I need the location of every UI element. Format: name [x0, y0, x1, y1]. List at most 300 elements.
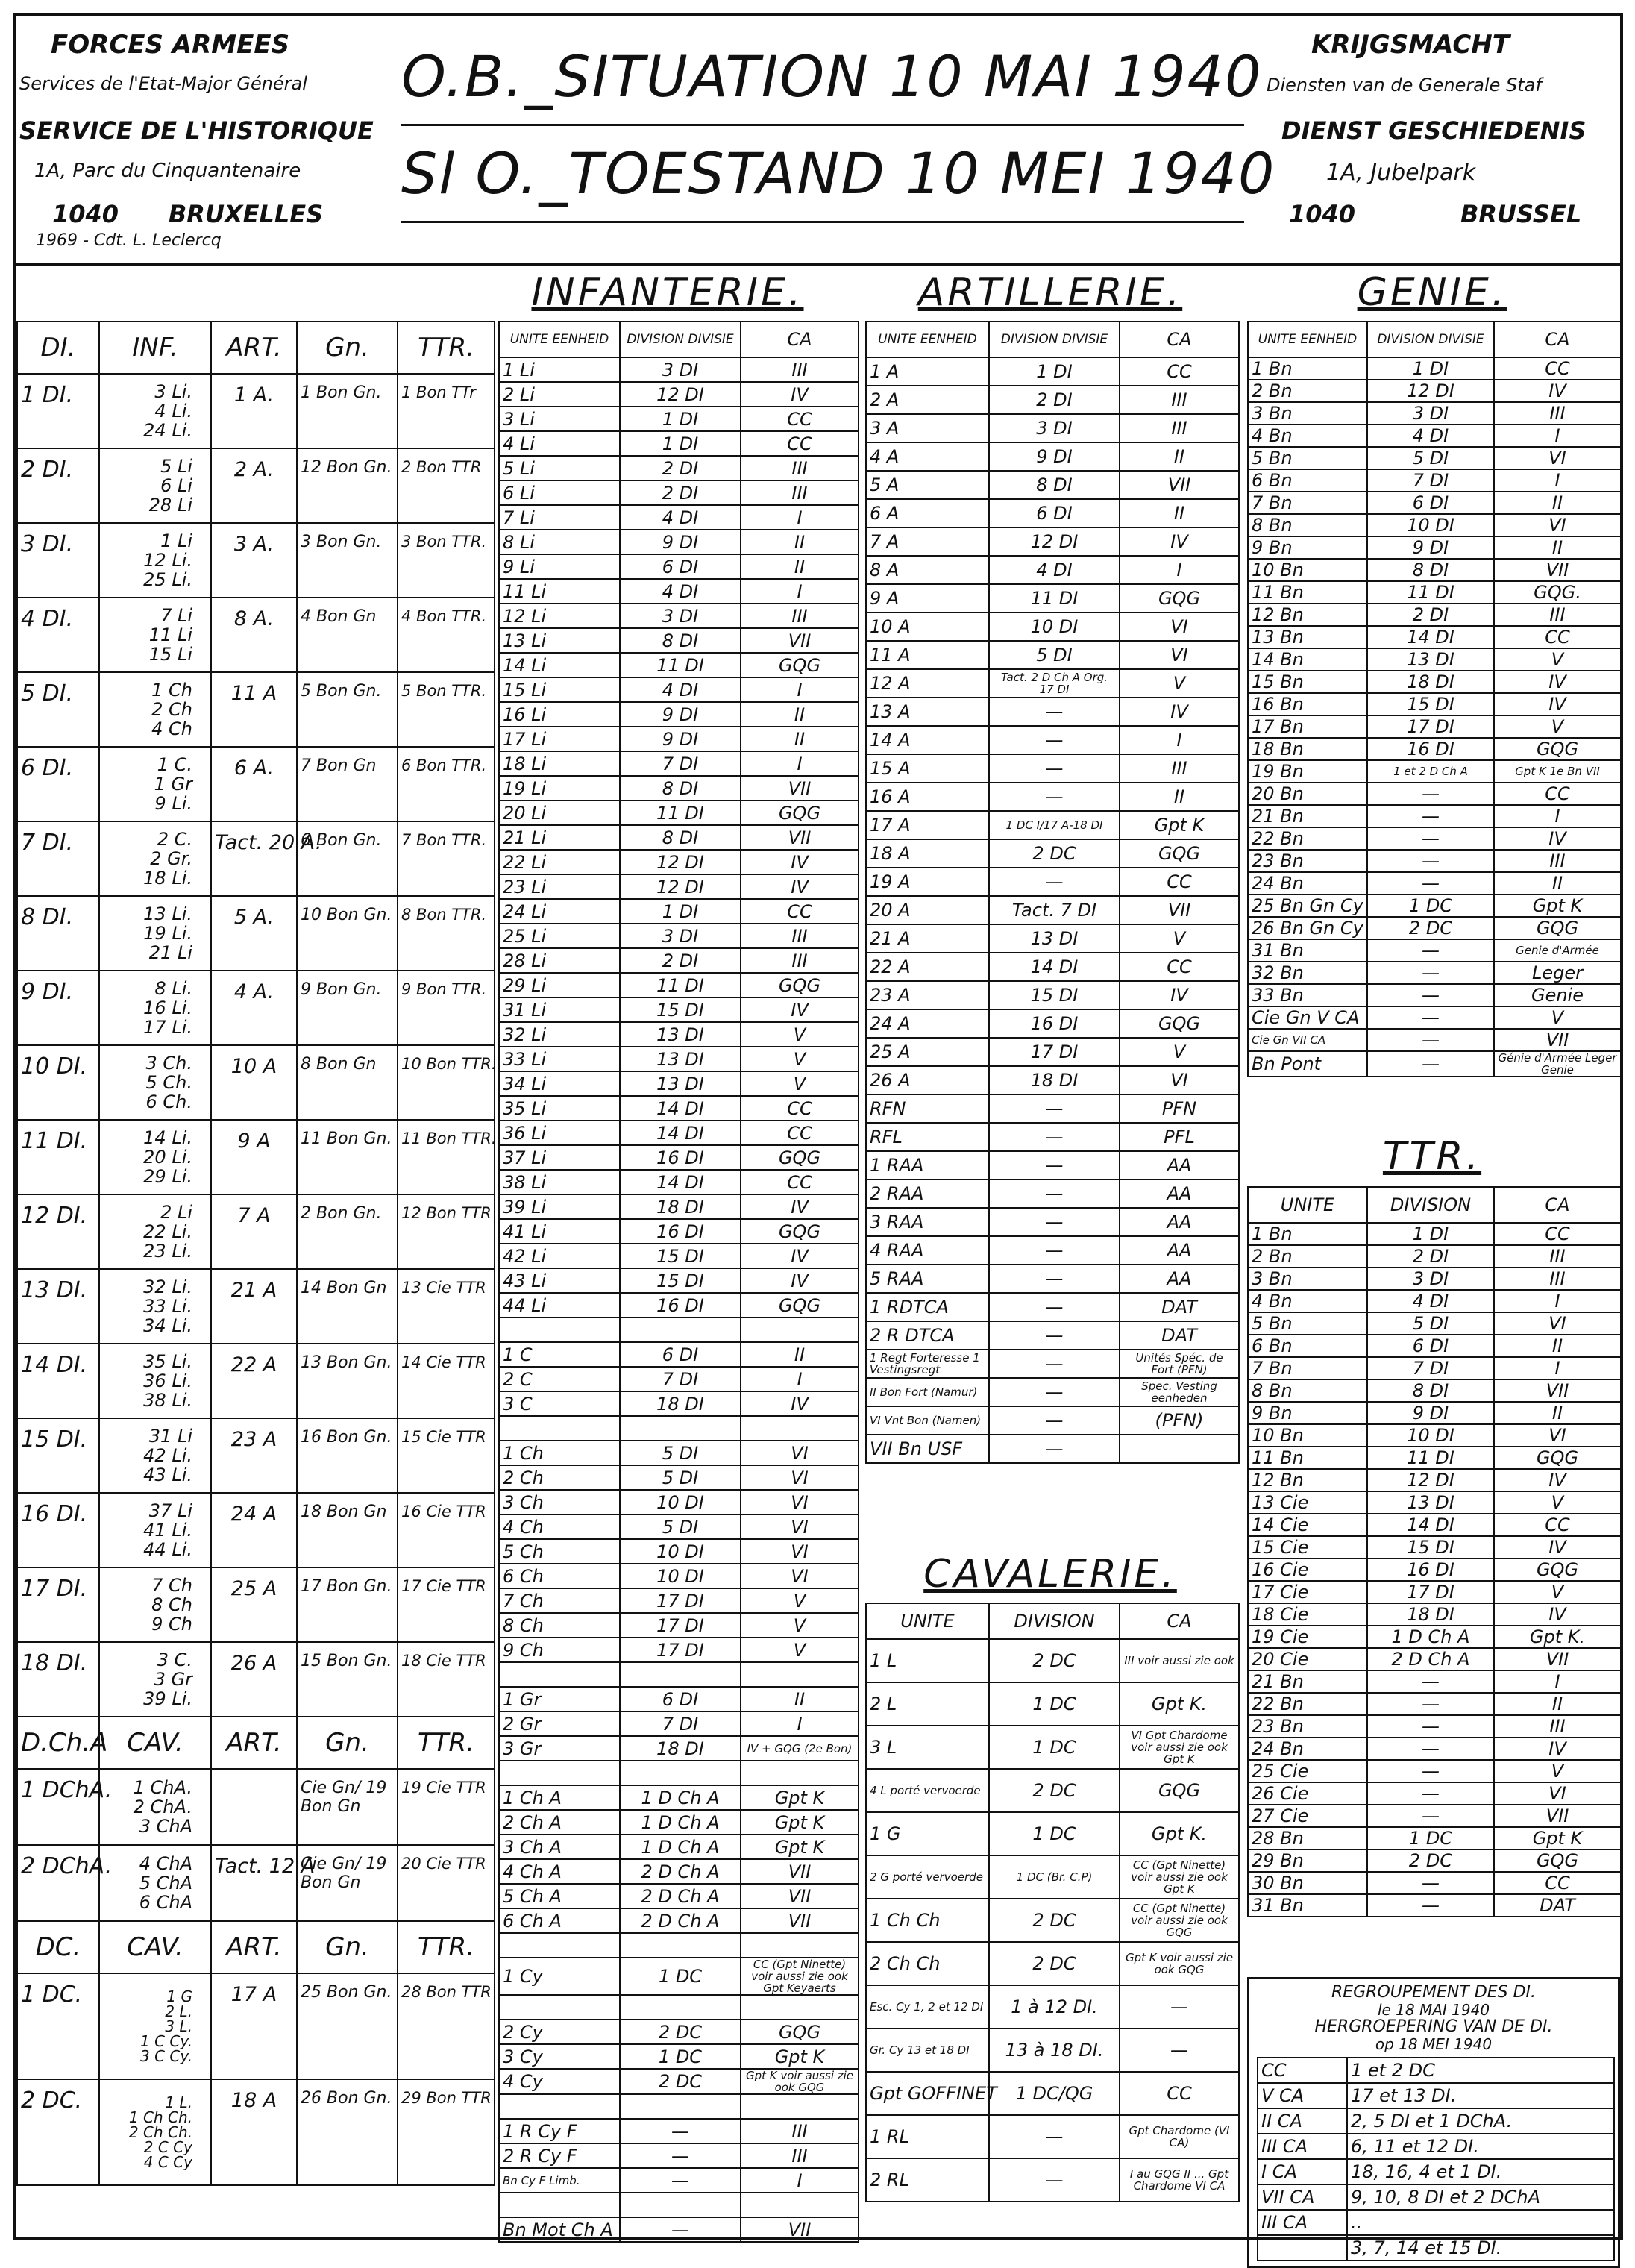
artillerie-title: ARTILLERIE. — [917, 270, 1183, 315]
genie-header-row — [1248, 322, 1621, 357]
genie-cell: VI — [1494, 514, 1621, 536]
artillerie-cell: 1 Regt Forteresse 1 Vestingsregt — [866, 1350, 989, 1378]
ttr-cell: 24 Bn — [1248, 1738, 1367, 1760]
infanterie-row — [499, 1588, 859, 1613]
artillerie-row — [866, 1236, 1239, 1265]
ob-infantry-unit: 43 Li. — [143, 1465, 192, 1485]
infanterie-cell: V — [741, 1638, 859, 1662]
ob-infantry-cell — [99, 896, 211, 971]
artillerie-column-header: CA — [1120, 322, 1239, 357]
cavalerie-row — [866, 1682, 1239, 1726]
genie-cell: 6 Bn — [1248, 469, 1367, 492]
ob-infantry-unit: 3 ChA — [139, 1816, 192, 1837]
cavalerie-row — [866, 1855, 1239, 1899]
cavalerie-cell: — — [1120, 1985, 1239, 2029]
ob-artillery-cell: 21 A — [211, 1269, 297, 1344]
infanterie-cell: III — [741, 480, 859, 505]
ob-column-header: D.Ch.A — [17, 1717, 99, 1769]
artillerie-cell: Unités Spéc. de Fort (PFN) — [1120, 1350, 1239, 1378]
infanterie-cell: V — [741, 1613, 859, 1638]
ob-infantry-cell — [99, 2079, 211, 2185]
genie-row — [1248, 1006, 1621, 1029]
ttr-row — [1248, 1782, 1621, 1805]
ob-division-cell: 15 DI. — [17, 1418, 99, 1493]
ob-infantry-unit: 3 C Cy. — [139, 2047, 192, 2065]
artillerie-cell: 9 A — [866, 584, 989, 613]
ob-genie-cell: Cie Gn/ 19 Bon Gn — [297, 1769, 398, 1845]
infanterie-cell — [741, 1416, 859, 1441]
infanterie-cell: 44 Li — [499, 1293, 620, 1318]
artillerie-table — [865, 321, 1240, 1464]
ob-column-header: Gn. — [297, 1717, 398, 1769]
artillerie-row — [866, 1435, 1239, 1463]
genie-cell: — — [1367, 805, 1494, 827]
infanterie-cell: 4 Li — [499, 431, 620, 456]
cavalerie-cell: 1 DC — [989, 1726, 1120, 1769]
infanterie-cell: III — [741, 456, 859, 480]
infanterie-cell: 2 Ch — [499, 1465, 620, 1490]
genie-cell: — — [1367, 872, 1494, 895]
ttr-cell: — — [1367, 1872, 1494, 1894]
infanterie-cell: II — [741, 702, 859, 727]
artillerie-cell: I — [1120, 726, 1239, 754]
infanterie-row — [499, 702, 859, 727]
infanterie-row — [499, 579, 859, 604]
ttr-cell: 11 DI — [1367, 1447, 1494, 1469]
ob-artillery-cell: 5 A. — [211, 896, 297, 971]
cavalerie-cell: 1 DC — [989, 1812, 1120, 1855]
infanterie-row — [499, 1835, 859, 1859]
infanterie-cell: III — [741, 2119, 859, 2143]
ttr-cell: 17 DI — [1367, 1581, 1494, 1603]
ob-infantry-unit: 2 C Cy — [143, 2138, 192, 2156]
ob-infantry-cell — [99, 672, 211, 747]
ob-ttr-cell: 5 Bon TTR. — [398, 672, 495, 747]
ob-infantry-unit: 1 Ch Ch. — [128, 2108, 192, 2126]
cavalerie-cell: 1 Ch Ch — [866, 1899, 989, 1942]
infanterie-cell: VII — [741, 1859, 859, 1884]
infanterie-cell: 10 DI — [620, 1539, 741, 1564]
genie-row — [1248, 693, 1621, 715]
ttr-cell: V — [1494, 1760, 1621, 1782]
ob-infantry-unit: 34 Li. — [143, 1315, 192, 1336]
genie-cell: 32 Bn — [1248, 962, 1367, 984]
ob-infantry-cell — [99, 448, 211, 523]
genie-row — [1248, 939, 1621, 962]
header-right-line-2: DIENST GESCHIEDENIS — [1281, 116, 1587, 145]
artillerie-cell: — — [989, 1406, 1120, 1435]
genie-cell: 19 Bn — [1248, 760, 1367, 783]
artillerie-cell: 17 DI — [989, 1038, 1120, 1066]
title-underline — [401, 221, 1244, 223]
ttr-cell: 18 DI — [1367, 1603, 1494, 1626]
genie-cell: Leger — [1494, 962, 1621, 984]
genie-cell: 6 DI — [1367, 492, 1494, 514]
ob-infantry-cell — [99, 598, 211, 672]
ttr-row — [1248, 1738, 1621, 1760]
infanterie-cell — [499, 1662, 620, 1687]
ob-infantry-unit: 9 Li. — [154, 793, 192, 814]
artillerie-row — [866, 556, 1239, 584]
artillerie-cell: 26 A — [866, 1066, 989, 1094]
infanterie-cell: 9 Li — [499, 554, 620, 579]
infanterie-cell: 8 DI — [620, 628, 741, 653]
ob-artillery-cell: 1 A. — [211, 374, 297, 448]
ob-infantry-unit: 1 L. — [165, 2093, 192, 2111]
ob-infantry-unit: 24 Li. — [143, 420, 192, 441]
infanterie-cell: I — [741, 677, 859, 702]
infanterie-row — [499, 727, 859, 751]
ttr-header-row — [1248, 1187, 1621, 1223]
ob-row — [17, 374, 495, 448]
ob-artillery-cell: 6 A. — [211, 747, 297, 821]
ttr-cell: 7 DI — [1367, 1357, 1494, 1379]
infanterie-row — [499, 1268, 859, 1293]
ttr-cell: GQG — [1494, 1849, 1621, 1872]
infanterie-cell: 2 R Cy F — [499, 2143, 620, 2168]
ttr-cell: VII — [1494, 1805, 1621, 1827]
ttr-cell: 5 DI — [1367, 1312, 1494, 1335]
ob-column-header: INF. — [99, 322, 211, 374]
infanterie-row — [499, 1995, 859, 2020]
ob-ttr-cell: 2 Bon TTR — [398, 448, 495, 523]
infanterie-row — [499, 2193, 859, 2217]
infanterie-column-header: CA — [741, 322, 859, 357]
artillerie-cell: II — [1120, 783, 1239, 811]
ttr-row — [1248, 1693, 1621, 1715]
infanterie-row — [499, 751, 859, 776]
genie-cell: Cie Gn VII CA — [1248, 1029, 1367, 1051]
infanterie-cell: 15 DI — [620, 1244, 741, 1268]
artillerie-cell: AA — [1120, 1236, 1239, 1265]
ob-artillery-cell: 9 A — [211, 1120, 297, 1194]
ob-header-row — [17, 1921, 495, 1973]
ttr-cell: Gpt K. — [1494, 1626, 1621, 1648]
infanterie-row — [499, 1638, 859, 1662]
cavalerie-row — [866, 1812, 1239, 1855]
infanterie-cell — [499, 2094, 620, 2119]
infanterie-cell — [499, 1995, 620, 2020]
ttr-cell: — — [1367, 1760, 1494, 1782]
artillerie-cell: 15 A — [866, 754, 989, 783]
infanterie-cell: 5 DI — [620, 1465, 741, 1490]
genie-cell: 16 Bn — [1248, 693, 1367, 715]
genie-cell: 15 DI — [1367, 693, 1494, 715]
infanterie-cell: 25 Li — [499, 924, 620, 948]
ttr-row — [1248, 1379, 1621, 1402]
infanterie-cell: 5 DI — [620, 1441, 741, 1465]
ob-infantry-unit: 42 Li. — [143, 1445, 192, 1466]
infanterie-cell: 12 Li — [499, 604, 620, 628]
infanterie-cell: 36 Li — [499, 1121, 620, 1145]
ob-infantry-unit: 6 Li — [160, 475, 192, 496]
header-right-line-3: 1A, Jubelpark — [1326, 160, 1476, 186]
ttr-row — [1248, 1827, 1621, 1849]
artillerie-row — [866, 896, 1239, 924]
title-nl: Sl O._TOESTAND 10 MEI 1940 — [401, 140, 1276, 207]
artillerie-cell: VII Bn USF — [866, 1435, 989, 1463]
ob-ttr-cell: 11 Bon TTR. — [398, 1120, 495, 1194]
artillerie-cell: 10 A — [866, 613, 989, 641]
infanterie-cell: I — [741, 751, 859, 776]
infanterie-cell: 13 DI — [620, 1022, 741, 1047]
ob-genie-cell: 18 Bon Gn — [297, 1493, 398, 1567]
infanterie-row — [499, 801, 859, 825]
artillerie-cell: RFL — [866, 1123, 989, 1151]
infanterie-cell: 9 DI — [620, 530, 741, 554]
infanterie-column-header: UNITE EENHEID — [499, 322, 620, 357]
regroupement-corps: II CA — [1258, 2108, 1347, 2134]
infanterie-cell: 7 DI — [620, 1711, 741, 1736]
infanterie-cell: V — [741, 1071, 859, 1096]
infanterie-cell: 8 DI — [620, 825, 741, 850]
artillerie-cell: 6 A — [866, 499, 989, 527]
cavalerie-cell: — — [989, 2115, 1120, 2158]
genie-row — [1248, 559, 1621, 581]
ob-infantry-cell — [99, 1642, 211, 1717]
artillerie-row — [866, 1066, 1239, 1094]
ttr-row — [1248, 1559, 1621, 1581]
genie-row — [1248, 492, 1621, 514]
ttr-cell: 23 Bn — [1248, 1715, 1367, 1738]
ttr-cell: 14 Cie — [1248, 1514, 1367, 1536]
regroupement-title-2: HERGROEPERING VAN DE DI. — [1314, 2017, 1553, 2036]
infanterie-cell: 16 DI — [620, 1293, 741, 1318]
artillerie-cell: 18 A — [866, 839, 989, 868]
genie-cell: — — [1367, 939, 1494, 962]
cavalerie-row — [866, 2029, 1239, 2072]
cavalerie-cell: GQG — [1120, 1769, 1239, 1812]
infanterie-row — [499, 1761, 859, 1785]
ob-artillery-cell: 4 A. — [211, 971, 297, 1045]
ob-infantry-unit: 2 ChA. — [133, 1796, 192, 1817]
ob-infantry-unit: 19 Li. — [143, 923, 192, 944]
genie-cell: VII — [1494, 559, 1621, 581]
infanterie-cell — [741, 1995, 859, 2020]
genie-cell: Genie d'Armée — [1494, 939, 1621, 962]
ob-division-cell: 6 DI. — [17, 747, 99, 821]
ttr-cell: V — [1494, 1581, 1621, 1603]
genie-cell: 8 DI — [1367, 559, 1494, 581]
ttr-cell: 18 Cie — [1248, 1603, 1367, 1626]
ttr-cell: 2 DC — [1367, 1849, 1494, 1872]
ttr-row — [1248, 1357, 1621, 1379]
ob-artillery-cell: 2 A. — [211, 448, 297, 523]
artillerie-cell: 22 A — [866, 953, 989, 981]
ob-infantry-unit: 23 Li. — [143, 1241, 192, 1262]
artillerie-cell: — — [989, 1094, 1120, 1123]
ob-infantry-unit: 1 C. — [157, 754, 192, 775]
header-left-line-3: 1A, Parc du Cinquantenaire — [34, 160, 301, 182]
genie-cell: IV — [1494, 693, 1621, 715]
genie-row — [1248, 738, 1621, 760]
artillerie-cell: 21 A — [866, 924, 989, 953]
infanterie-row — [499, 1416, 859, 1441]
infanterie-cell: VI — [741, 1441, 859, 1465]
ttr-row — [1248, 1872, 1621, 1894]
ttr-cell: 3 Bn — [1248, 1268, 1367, 1290]
ob-header-row — [17, 322, 495, 374]
regroupement-corps: V CA — [1258, 2083, 1347, 2108]
infanterie-row — [499, 2094, 859, 2119]
infanterie-cell — [620, 1933, 741, 1958]
ob-row — [17, 1845, 495, 1921]
artillerie-row — [866, 471, 1239, 499]
ob-infantry-unit: 41 Li. — [143, 1520, 192, 1541]
infanterie-cell: III — [741, 924, 859, 948]
infanterie-row — [499, 2069, 859, 2094]
ttr-cell: 9 Bn — [1248, 1402, 1367, 1424]
genie-cell: 13 Bn — [1248, 626, 1367, 648]
infanterie-cell: 8 Ch — [499, 1613, 620, 1638]
ob-column-header: TTR. — [398, 322, 495, 374]
regroupement-row — [1258, 2108, 1614, 2134]
artillerie-row — [866, 357, 1239, 386]
regroupement-divisions: 9, 10, 8 DI et 2 DChA — [1347, 2184, 1614, 2210]
cavalerie-column-header: CA — [1120, 1603, 1239, 1639]
ob-division-cell: 4 DI. — [17, 598, 99, 672]
ob-row — [17, 896, 495, 971]
infanterie-cell: 5 Li — [499, 456, 620, 480]
infanterie-cell: 13 Li — [499, 628, 620, 653]
infanterie-cell: V — [741, 1588, 859, 1613]
cavalerie-cell: CC — [1120, 2072, 1239, 2115]
ob-genie-cell: 7 Bon Gn — [297, 747, 398, 821]
infanterie-cell: 32 Li — [499, 1022, 620, 1047]
infanterie-cell: 3 Li — [499, 407, 620, 431]
infanterie-row — [499, 948, 859, 973]
regroupement-title-3: op 18 MEI 1940 — [1375, 2035, 1493, 2053]
ob-row — [17, 1045, 495, 1120]
artillerie-row — [866, 414, 1239, 442]
ttr-cell: 4 DI — [1367, 1290, 1494, 1312]
infanterie-cell: 4 DI — [620, 579, 741, 604]
artillerie-cell: 12 DI — [989, 527, 1120, 556]
ob-genie-cell: 26 Bon Gn. — [297, 2079, 398, 2185]
ttr-cell: III — [1494, 1268, 1621, 1290]
artillerie-row — [866, 1208, 1239, 1236]
genie-cell: 26 Bn Gn Cy — [1248, 917, 1367, 939]
regroupement-corps: III CA — [1258, 2134, 1347, 2159]
artillerie-row — [866, 981, 1239, 1009]
infanterie-cell: 4 Ch — [499, 1514, 620, 1539]
infanterie-cell: III — [741, 948, 859, 973]
infanterie-cell: 10 DI — [620, 1564, 741, 1588]
ob-artillery-cell: Tact. 12 A — [211, 1845, 297, 1921]
infanterie-cell: 35 Li — [499, 1096, 620, 1121]
infanterie-cell: 38 Li — [499, 1170, 620, 1194]
infanterie-cell: II — [741, 727, 859, 751]
ttr-cell: III — [1494, 1245, 1621, 1268]
infanterie-cell: GQG — [741, 1293, 859, 1318]
infanterie-cell: 42 Li — [499, 1244, 620, 1268]
infanterie-cell — [741, 1933, 859, 1958]
artillerie-row — [866, 726, 1239, 754]
cavalerie-cell: CC (Gpt Ninette) voir aussi zie ook Gpt K — [1120, 1855, 1239, 1899]
artillerie-cell: 19 A — [866, 868, 989, 896]
infanterie-cell: 3 C — [499, 1391, 620, 1416]
ob-genie-cell: 11 Bon Gn. — [297, 1120, 398, 1194]
infanterie-row — [499, 604, 859, 628]
ob-infantry-cell — [99, 1120, 211, 1194]
infanterie-cell: GQG — [741, 973, 859, 997]
genie-row — [1248, 425, 1621, 447]
order-of-battle-table — [16, 321, 495, 2186]
infanterie-cell: 1 Ch — [499, 1441, 620, 1465]
ob-infantry-cell — [99, 1973, 211, 2079]
ob-infantry-unit: 4 ChA — [139, 1853, 192, 1874]
artillerie-cell: 23 A — [866, 981, 989, 1009]
infanterie-row — [499, 1465, 859, 1490]
infanterie-cell: 12 DI — [620, 850, 741, 874]
ttr-cell: GQG — [1494, 1559, 1621, 1581]
ttr-cell: — — [1367, 1894, 1494, 1917]
regroupement-row — [1258, 2134, 1614, 2159]
artillerie-row — [866, 953, 1239, 981]
cavalerie-cell: 2 Ch Ch — [866, 1942, 989, 1985]
genie-cell: 9 Bn — [1248, 536, 1367, 559]
genie-row — [1248, 805, 1621, 827]
genie-cell: — — [1367, 827, 1494, 850]
infanterie-cell: 19 Li — [499, 776, 620, 801]
genie-cell: 18 DI — [1367, 671, 1494, 693]
artillerie-row — [866, 924, 1239, 953]
artillerie-row — [866, 1038, 1239, 1066]
ob-infantry-unit: 44 Li. — [143, 1539, 192, 1560]
ttr-cell: 12 Bn — [1248, 1469, 1367, 1491]
ttr-cell: CC — [1494, 1872, 1621, 1894]
ob-infantry-unit: 1 Li — [160, 530, 192, 551]
infanterie-cell: VII — [741, 2217, 859, 2242]
header-left-line-0: FORCES ARMEES — [51, 30, 290, 60]
genie-row — [1248, 402, 1621, 425]
artillerie-cell: 13 DI — [989, 924, 1120, 953]
genie-row — [1248, 469, 1621, 492]
genie-row — [1248, 872, 1621, 895]
infanterie-cell: 3 DI — [620, 924, 741, 948]
artillerie-cell: AA — [1120, 1265, 1239, 1293]
infanterie-cell: IV — [741, 1194, 859, 1219]
ttr-cell: I — [1494, 1670, 1621, 1693]
genie-row — [1248, 895, 1621, 917]
infanterie-cell: 15 Li — [499, 677, 620, 702]
infanterie-row — [499, 924, 859, 948]
infanterie-cell: IV — [741, 1244, 859, 1268]
cavalerie-cell: Gpt GOFFINET — [866, 2072, 989, 2115]
infanterie-cell: 18 DI — [620, 1736, 741, 1761]
genie-row — [1248, 827, 1621, 850]
ttr-cell: III — [1494, 1715, 1621, 1738]
regroupement-row — [1258, 2210, 1614, 2235]
ob-division-cell: 5 DI. — [17, 672, 99, 747]
genie-cell: 4 Bn — [1248, 425, 1367, 447]
ttr-cell: IV — [1494, 1536, 1621, 1559]
artillerie-row — [866, 698, 1239, 726]
artillerie-cell: 4 A — [866, 442, 989, 471]
cavalerie-row — [866, 2158, 1239, 2202]
artillerie-cell: 8 DI — [989, 471, 1120, 499]
genie-row — [1248, 962, 1621, 984]
ob-row — [17, 1120, 495, 1194]
artillerie-row — [866, 442, 1239, 471]
ob-row — [17, 971, 495, 1045]
genie-cell: 2 DI — [1367, 604, 1494, 626]
infanterie-cell — [620, 2094, 741, 2119]
regroupement-table — [1257, 2057, 1615, 2261]
genie-cell: 21 Bn — [1248, 805, 1367, 827]
artillerie-cell: VII — [1120, 471, 1239, 499]
genie-cell: — — [1367, 850, 1494, 872]
